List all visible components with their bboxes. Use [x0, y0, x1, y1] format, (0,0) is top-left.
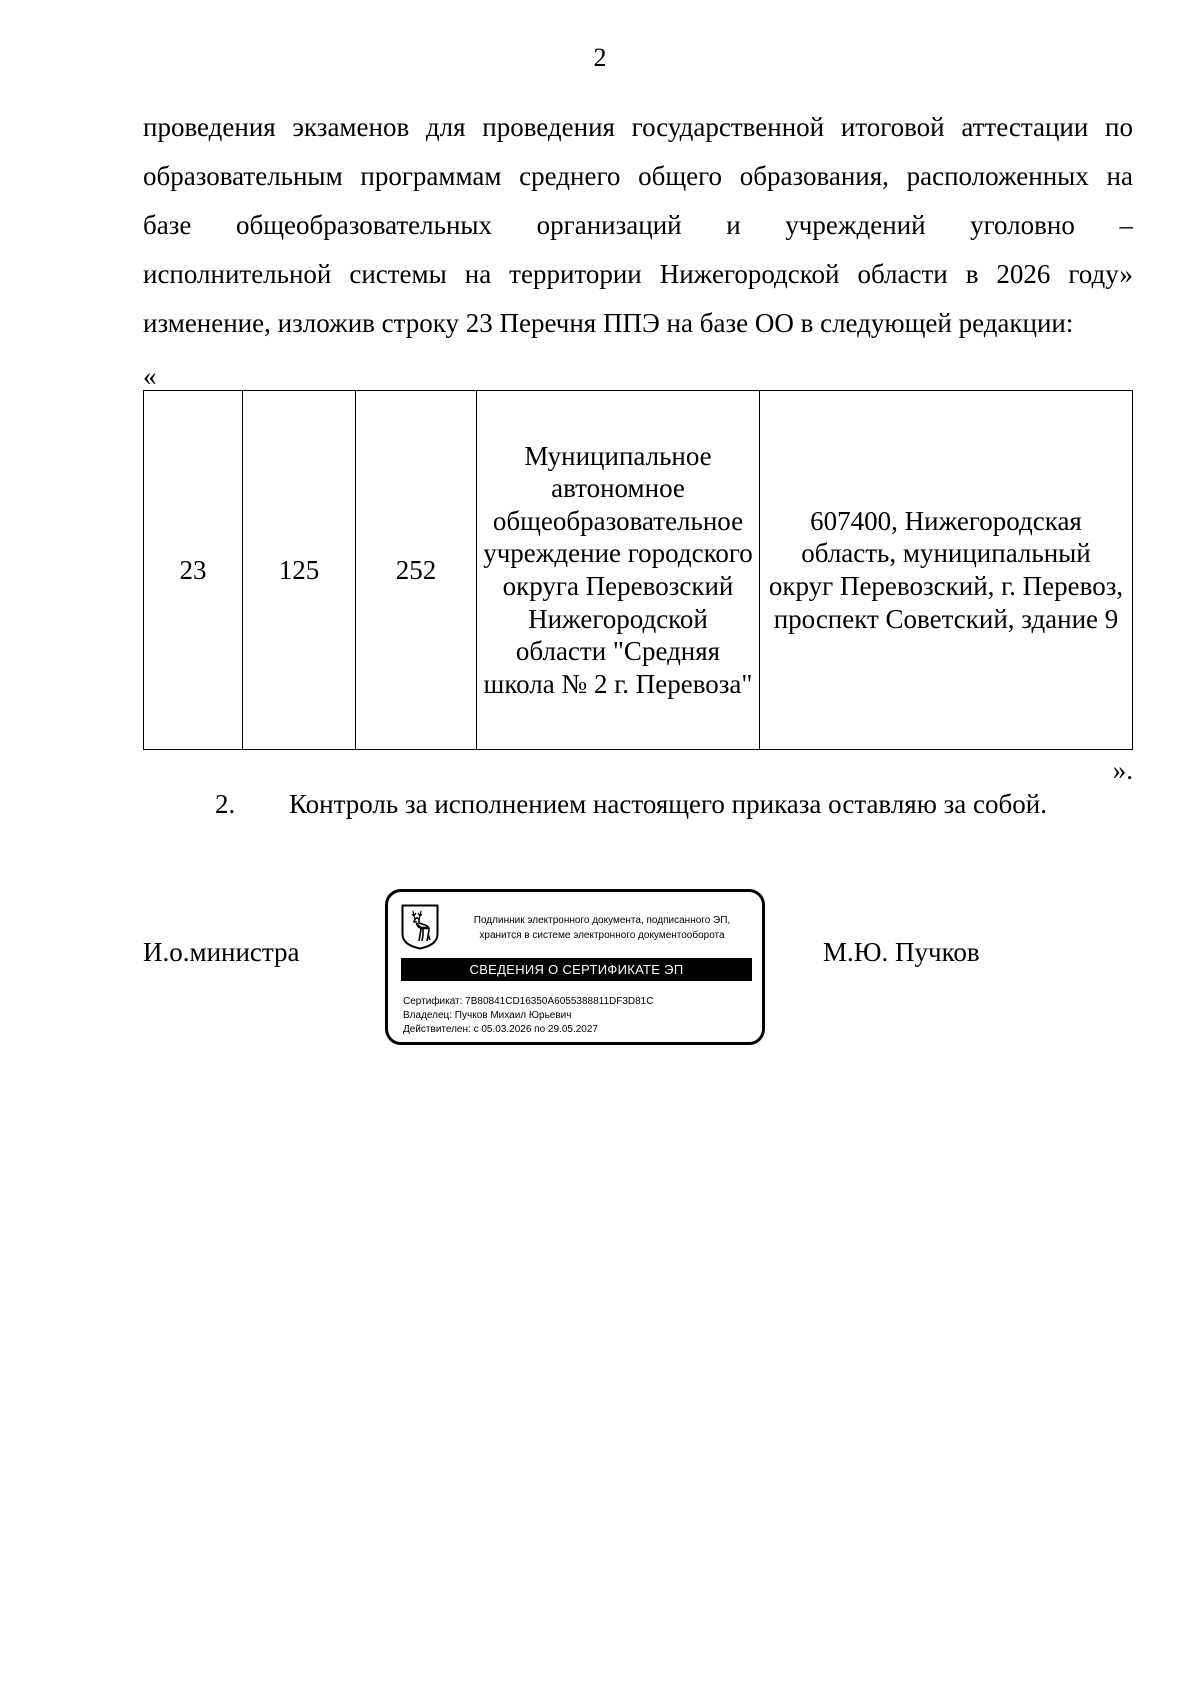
paragraph-line — [143, 201, 1133, 250]
paragraph-word: в — [965, 259, 979, 289]
paragraph-line — [143, 250, 1133, 299]
paragraph-word: системы — [349, 259, 447, 289]
page-number: 2 — [593, 43, 607, 72]
paragraph-word: 2026 — [996, 259, 1051, 289]
paragraph-word: на — [1106, 161, 1133, 191]
row-number-cell: 23 — [144, 391, 243, 750]
item-text: Контроль за исполнением настоящего приказа оставляю за собой. — [289, 789, 1047, 819]
paragraph-word: изменение, изложив строку 23 Перечня ППЭ на базе ОО в следующей редакции: — [143, 308, 1074, 338]
paragraph-word: экзаменов — [292, 112, 410, 142]
paragraph-word: образовательным — [143, 161, 343, 191]
paragraph-word: учреждений — [785, 210, 926, 240]
paragraph-line — [143, 152, 1133, 201]
paragraph-word: расположенных — [906, 161, 1089, 191]
paragraph-word: государственной — [631, 112, 825, 142]
item-number: 2. — [215, 789, 236, 819]
paragraph-word: программам — [360, 161, 502, 191]
paragraph-word: аттестации — [961, 112, 1089, 142]
certificate-validity: Действителен: с 05.03.2026 по 29.05.2027 — [403, 1024, 598, 1035]
certificate-owner: Владелец: Пучков Михаил Юрьевич — [403, 1010, 572, 1021]
closing-quote-mark: ». — [1112, 755, 1133, 785]
paragraph-word: образования, — [739, 161, 889, 191]
paragraph-word: исполнительной — [143, 259, 332, 289]
certificate-info-title: СВЕДЕНИЯ О СЕРТИФИКАТЕ ЭП — [401, 958, 752, 981]
paragraph-word: территории — [509, 259, 642, 289]
address-cell: 607400, Нижегородская область, муниципальный округ Перевозский, г. Перевоз, проспект Советский, здание 9 — [760, 391, 1133, 750]
code-cell: 125 — [243, 391, 356, 750]
certificate-number: Сертификат: 7B80841CD16350A6055388811DF3D81C — [403, 996, 654, 1007]
paragraph-word: итоговой — [840, 112, 945, 142]
paragraph-word: проведения — [143, 112, 276, 142]
paragraph-word: году» — [1068, 259, 1133, 289]
signer-name: М.Ю. Пучков — [823, 937, 980, 967]
organization-cell: Муниципальное автономное общеобразовательное учреждение городского округа Перевозский Нижегородской области "Средняя школа № 2 г. Перевоза" — [477, 391, 760, 750]
paragraph-word: на — [464, 259, 492, 289]
paragraph-word: для — [425, 112, 466, 142]
paragraph-word: Нижегородской — [659, 259, 840, 289]
paragraph-line — [143, 299, 1133, 348]
paragraph-word: по — [1105, 112, 1133, 142]
electronic-signature-stamp — [385, 889, 765, 1045]
paragraph-word: и — [726, 210, 741, 240]
paragraph-word: среднего — [519, 161, 621, 191]
paragraph-word: общеобразовательных — [235, 210, 493, 240]
paragraph-word: проведения — [482, 112, 615, 142]
signer-title: И.о.министра — [143, 937, 300, 967]
paragraph-word: базе — [143, 210, 192, 240]
paragraph-word: общего — [638, 161, 722, 191]
stamp-header — [443, 913, 761, 943]
paragraph-word: уголовно — [970, 210, 1075, 240]
table-row — [144, 391, 1133, 750]
ppe-list-table — [143, 390, 1133, 750]
stamp-header-line: хранится в системе электронного документооборота — [479, 930, 725, 941]
opening-quote-mark: « — [143, 361, 157, 391]
paragraph-word: организаций — [536, 210, 682, 240]
body-paragraph — [143, 103, 1133, 348]
code-cell: 252 — [356, 391, 477, 750]
stamp-header-line: Подлинник электронного документа, подписанного ЭП, — [473, 915, 731, 926]
paragraph-word: области — [857, 259, 948, 289]
paragraph-line — [143, 103, 1133, 152]
certificate-details — [403, 995, 653, 1037]
deer-emblem-icon — [401, 904, 439, 950]
paragraph-word: – — [1119, 210, 1133, 240]
